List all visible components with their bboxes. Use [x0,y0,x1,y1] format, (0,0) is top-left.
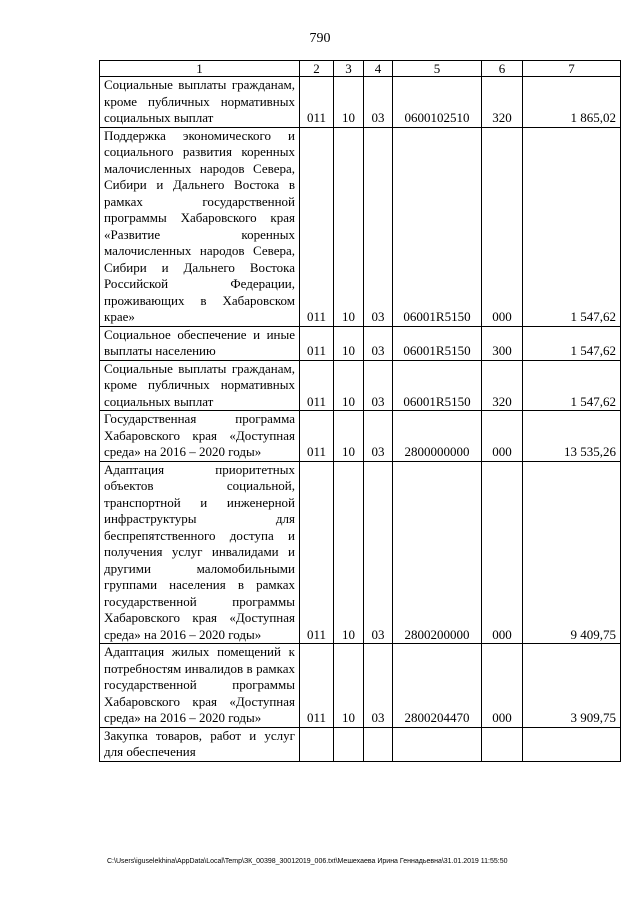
section-code: 10 [334,411,364,462]
expense-type-code: 320 [482,77,523,128]
header-cell-2: 2 [300,61,334,77]
target-article-code: 06001R5150 [393,127,482,326]
header-cell-1: 1 [100,61,300,77]
target-article-code: 2800204470 [393,644,482,728]
header-cell-7: 7 [523,61,621,77]
subsection-code: 03 [364,411,393,462]
table-row [100,127,621,326]
table-row [100,411,621,462]
subsection-code: 03 [364,461,393,644]
ministry-code: 011 [300,127,334,326]
row-name: Социальные выплаты гражданам, кроме публичных нормативных социальных выплат [100,360,300,411]
row-name: Адаптация приоритетных объектов социальной, транспортной и инженерной инфраструктуры для беспрепятственного доступа и получения услуг инвалидами и другими маломобильными группами населения в рамках государственной программы Хабаровского края «Доступная среда» на 2016 – 2020 годы» [100,461,300,644]
expense-type-code: 320 [482,360,523,411]
table-row [100,77,621,128]
subsection-code: 03 [364,644,393,728]
target-article-code: 2800200000 [393,461,482,644]
subsection-code [364,727,393,761]
expense-type-code [482,727,523,761]
subsection-code: 03 [364,77,393,128]
amount: 1 547,62 [523,360,621,411]
section-code [334,727,364,761]
file-path-footer: C:\Users\iguselekhina\AppData\Local\Temp\ЗК_00398_30012019_006.txt\Мешехаева Ирина Геннадьевна\31.01.2019 11:55:50 [107,858,508,865]
expense-type-code: 000 [482,411,523,462]
expense-type-code: 000 [482,461,523,644]
section-code: 10 [334,77,364,128]
header-cell-6: 6 [482,61,523,77]
amount: 3 909,75 [523,644,621,728]
row-name: Государственная программа Хабаровского края «Доступная среда» на 2016 – 2020 годы» [100,411,300,462]
subsection-code: 03 [364,360,393,411]
table-row [100,360,621,411]
target-article-code: 0600102510 [393,77,482,128]
amount [523,727,621,761]
section-code: 10 [334,461,364,644]
target-article-code: 2800000000 [393,411,482,462]
table-row [100,461,621,644]
row-name: Социальное обеспечение и иные выплаты населению [100,326,300,360]
target-article-code [393,727,482,761]
amount: 1 547,62 [523,326,621,360]
row-name: Поддержка экономического и социального развития коренных малочисленных народов Севера, Сибири и Дальнего Востока в рамках государственной программы Хабаровского края «Развитие коренных малочисленных народов Севера, Сибири и Дальнего Востока Российской Федерации, проживающих в Хабаровском крае» [100,127,300,326]
target-article-code: 06001R5150 [393,326,482,360]
table-row [100,644,621,728]
subsection-code: 03 [364,326,393,360]
header-row [100,61,621,77]
section-code: 10 [334,127,364,326]
subsection-code: 03 [364,127,393,326]
expense-type-code: 000 [482,127,523,326]
header-cell-5: 5 [393,61,482,77]
amount: 1 865,02 [523,77,621,128]
table-row [100,326,621,360]
section-code: 10 [334,644,364,728]
table-row [100,727,621,761]
expense-type-code: 000 [482,644,523,728]
ministry-code: 011 [300,360,334,411]
expense-type-code: 300 [482,326,523,360]
ministry-code: 011 [300,411,334,462]
header-cell-3: 3 [334,61,364,77]
ministry-code: 011 [300,326,334,360]
budget-table [99,60,621,762]
row-name: Адаптация жилых помещений к потребностям инвалидов в рамках государственной программы Хабаровского края «Доступная среда» на 2016 – 2020 годы» [100,644,300,728]
row-name: Закупка товаров, работ и услуг для обеспечения [100,727,300,761]
ministry-code: 011 [300,644,334,728]
amount: 1 547,62 [523,127,621,326]
ministry-code: 011 [300,461,334,644]
target-article-code: 06001R5150 [393,360,482,411]
row-name: Социальные выплаты гражданам, кроме публичных нормативных социальных выплат [100,77,300,128]
header-cell-4: 4 [364,61,393,77]
ministry-code [300,727,334,761]
amount: 9 409,75 [523,461,621,644]
ministry-code: 011 [300,77,334,128]
page-number: 790 [309,31,331,46]
section-code: 10 [334,360,364,411]
section-code: 10 [334,326,364,360]
amount: 13 535,26 [523,411,621,462]
